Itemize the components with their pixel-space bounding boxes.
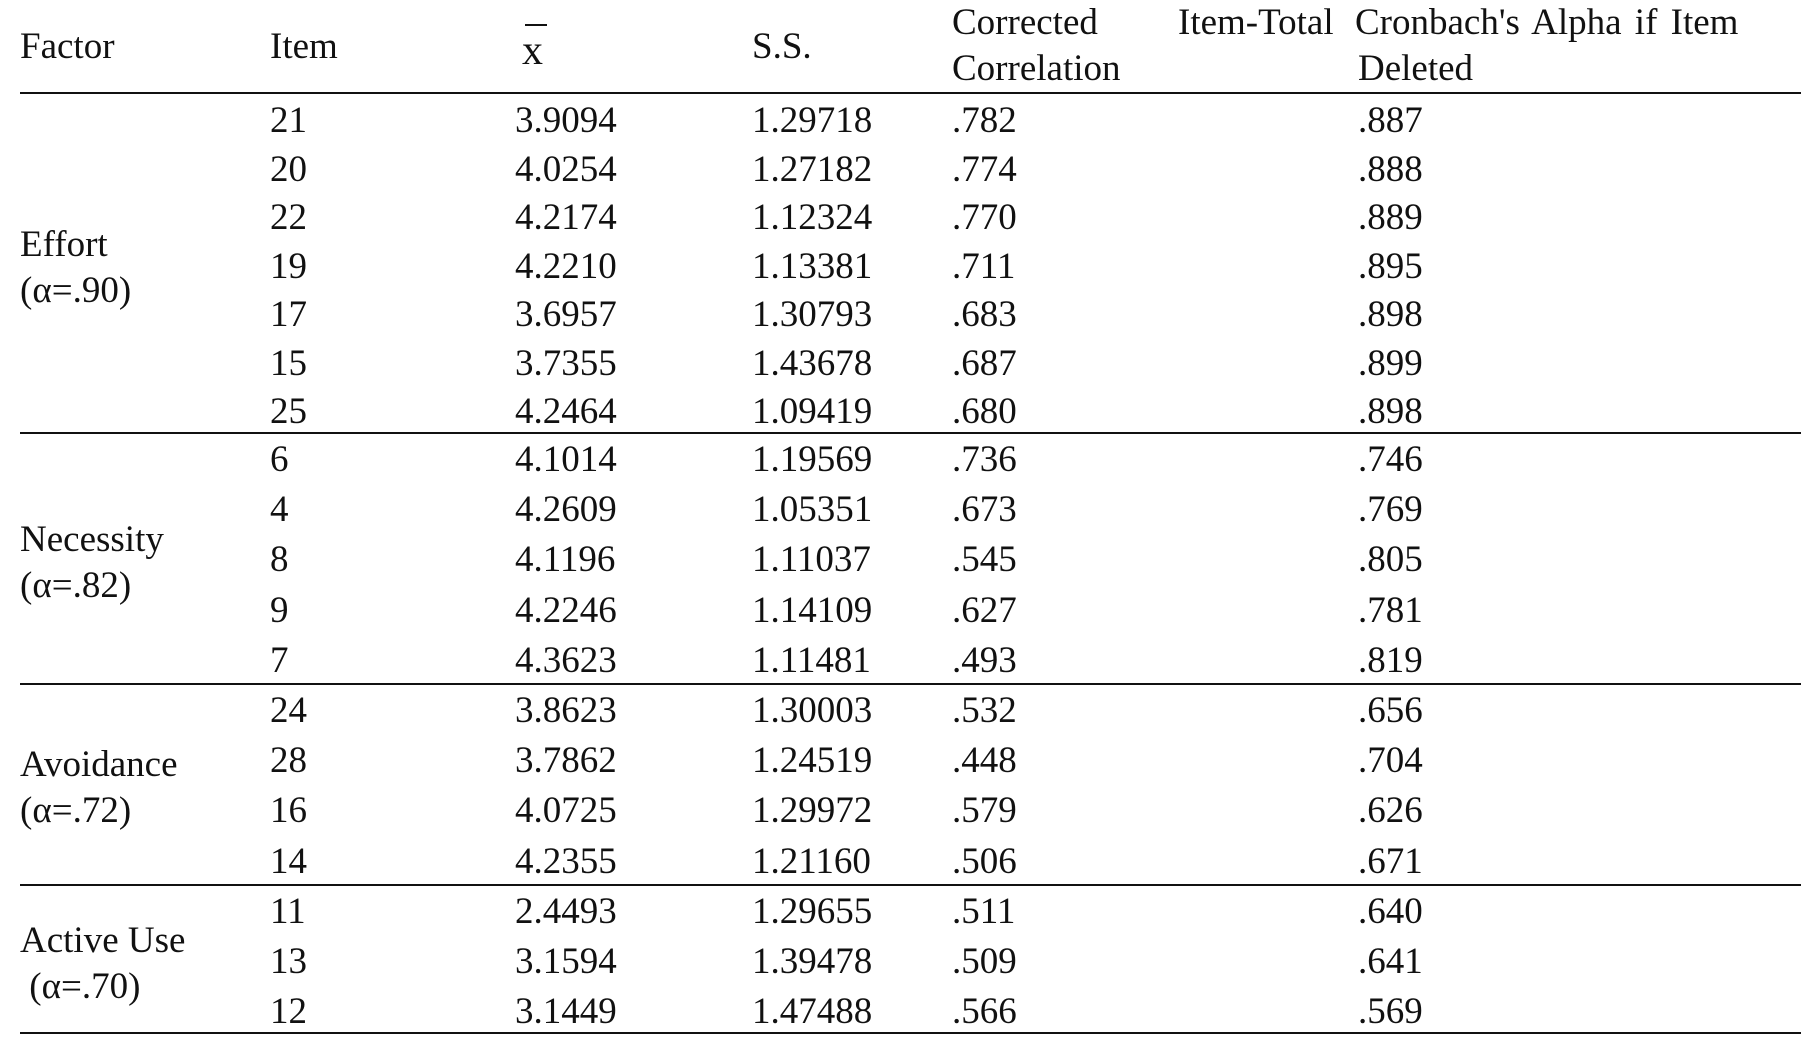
cell-corrected-correlation: .683 (952, 294, 1017, 335)
cell-corrected-correlation: .532 (952, 690, 1017, 731)
cell-ss: 1.19569 (752, 439, 873, 480)
cell-ss: 1.27182 (752, 148, 873, 190)
cell-item: 9 (270, 589, 289, 631)
cell-mean: 4.2464 (515, 391, 617, 432)
header-item-total: Item-Total (1178, 2, 1334, 43)
cell-ss: 1.30003 (752, 690, 873, 731)
header-item: Item (270, 26, 338, 67)
cell-corrected-correlation: .687 (952, 342, 1017, 384)
cell-corrected-correlation: .736 (952, 439, 1017, 480)
cell-alpha-if-deleted: .656 (1358, 690, 1423, 731)
cell-alpha-if-deleted: .704 (1358, 740, 1423, 782)
group-separator-rule (20, 432, 1801, 434)
header-corrected: Corrected (952, 2, 1098, 43)
cell-item: 11 (270, 891, 306, 932)
cell-alpha-if-deleted: .887 (1358, 100, 1423, 141)
cell-item: 17 (270, 294, 307, 335)
header-rule (20, 92, 1801, 94)
cell-corrected-correlation: .448 (952, 740, 1017, 782)
cell-item: 20 (270, 148, 307, 190)
cell-ss: 1.13381 (752, 245, 873, 287)
cell-ss: 1.14109 (752, 589, 873, 631)
cell-item: 28 (270, 740, 307, 782)
cell-item: 13 (270, 941, 307, 983)
cell-ss: 1.30793 (752, 294, 873, 335)
cell-item: 6 (270, 439, 289, 480)
cell-corrected-correlation: .774 (952, 148, 1017, 190)
cell-mean: 4.2210 (515, 245, 617, 287)
cell-mean: 4.0725 (515, 790, 617, 832)
cell-corrected-correlation: .566 (952, 991, 1017, 1033)
cell-corrected-correlation: .511 (952, 891, 1016, 932)
header-deleted: Deleted (1358, 48, 1474, 89)
cell-ss: 1.29972 (752, 790, 873, 832)
cell-alpha-if-deleted: .769 (1358, 489, 1423, 531)
cell-alpha-if-deleted: .805 (1358, 539, 1423, 581)
factor-name: Active Use (20, 920, 186, 962)
cell-alpha-if-deleted: .898 (1358, 294, 1423, 335)
cell-ss: 1.11037 (752, 539, 871, 581)
cell-mean: 4.2246 (515, 589, 617, 631)
cell-ss: 1.05351 (752, 489, 873, 531)
header-alpha: Cronbach's Alpha if Item (1355, 2, 1739, 43)
cell-alpha-if-deleted: .569 (1358, 991, 1423, 1033)
cell-alpha-if-deleted: .889 (1358, 197, 1423, 238)
factor-name: Necessity (20, 518, 164, 560)
cell-item: 16 (270, 790, 307, 832)
cell-ss: 1.12324 (752, 197, 873, 238)
cell-mean: 4.2355 (515, 840, 617, 882)
header-mean-symbol: x (522, 28, 543, 74)
cell-mean: 4.2174 (515, 197, 617, 238)
cell-alpha-if-deleted: .671 (1358, 840, 1423, 882)
factor-alpha: (α=.70) (20, 966, 141, 1008)
cell-corrected-correlation: .627 (952, 589, 1017, 631)
cell-corrected-correlation: .680 (952, 391, 1017, 432)
cell-mean: 4.0254 (515, 148, 617, 190)
cell-mean: 4.2609 (515, 489, 617, 531)
cell-alpha-if-deleted: .898 (1358, 391, 1423, 432)
cell-corrected-correlation: .673 (952, 489, 1017, 531)
cell-mean: 4.3623 (515, 639, 617, 681)
group-separator-rule (20, 1032, 1801, 1034)
cell-alpha-if-deleted: .641 (1358, 941, 1423, 983)
cell-corrected-correlation: .545 (952, 539, 1017, 581)
cell-corrected-correlation: .493 (952, 639, 1017, 681)
cell-ss: 1.11481 (752, 639, 871, 681)
cell-item: 15 (270, 342, 307, 384)
cell-item: 7 (270, 639, 289, 681)
cell-mean: 4.1014 (515, 439, 617, 480)
header-correlation: Correlation (952, 48, 1121, 89)
cell-item: 8 (270, 539, 289, 581)
cell-alpha-if-deleted: .895 (1358, 245, 1423, 287)
cell-ss: 1.24519 (752, 740, 873, 782)
cell-alpha-if-deleted: .781 (1358, 589, 1423, 631)
cell-mean: 4.1196 (515, 539, 616, 581)
cell-ss: 1.43678 (752, 342, 873, 384)
cell-mean: 3.7355 (515, 342, 617, 384)
cell-ss: 1.09419 (752, 391, 873, 432)
mean-bar-mark (525, 24, 547, 26)
cell-mean: 2.4493 (515, 891, 617, 932)
cell-ss: 1.21160 (752, 840, 871, 882)
cell-item: 4 (270, 489, 289, 531)
group-separator-rule (20, 683, 1801, 685)
cell-alpha-if-deleted: .888 (1358, 148, 1423, 190)
header-mean (522, 30, 543, 72)
cell-corrected-correlation: .770 (952, 197, 1017, 238)
cell-mean: 3.1449 (515, 991, 617, 1033)
cell-item: 25 (270, 391, 307, 432)
cell-corrected-correlation: .711 (952, 245, 1016, 287)
cell-alpha-if-deleted: .746 (1358, 439, 1423, 480)
cell-item: 24 (270, 690, 307, 731)
cell-mean: 3.1594 (515, 941, 617, 983)
cell-alpha-if-deleted: .640 (1358, 891, 1423, 932)
cell-corrected-correlation: .506 (952, 840, 1017, 882)
factor-alpha: (α=.72) (20, 790, 132, 832)
cell-item: 12 (270, 991, 307, 1033)
cell-alpha-if-deleted: .819 (1358, 639, 1423, 681)
cell-corrected-correlation: .782 (952, 100, 1017, 141)
cell-alpha-if-deleted: .899 (1358, 342, 1423, 384)
cell-corrected-correlation: .579 (952, 790, 1017, 832)
cell-item: 19 (270, 245, 307, 287)
cell-item: 22 (270, 197, 307, 238)
factor-name: Effort (20, 223, 108, 265)
cell-mean: 3.7862 (515, 740, 617, 782)
factor-alpha: (α=.90) (20, 269, 132, 311)
cell-mean: 3.9094 (515, 100, 617, 141)
cell-alpha-if-deleted: .626 (1358, 790, 1423, 832)
cell-mean: 3.8623 (515, 690, 617, 731)
cell-item: 14 (270, 840, 307, 882)
cell-ss: 1.47488 (752, 991, 873, 1033)
group-separator-rule (20, 884, 1801, 886)
cell-mean: 3.6957 (515, 294, 617, 335)
cell-item: 21 (270, 100, 307, 141)
header-ss: S.S. (752, 26, 812, 67)
factor-alpha: (α=.82) (20, 564, 132, 606)
factor-name: Avoidance (20, 744, 178, 786)
cell-ss: 1.39478 (752, 941, 873, 983)
cell-corrected-correlation: .509 (952, 941, 1017, 983)
header-factor: Factor (20, 26, 115, 67)
cell-ss: 1.29655 (752, 891, 873, 932)
cell-ss: 1.29718 (752, 100, 873, 141)
